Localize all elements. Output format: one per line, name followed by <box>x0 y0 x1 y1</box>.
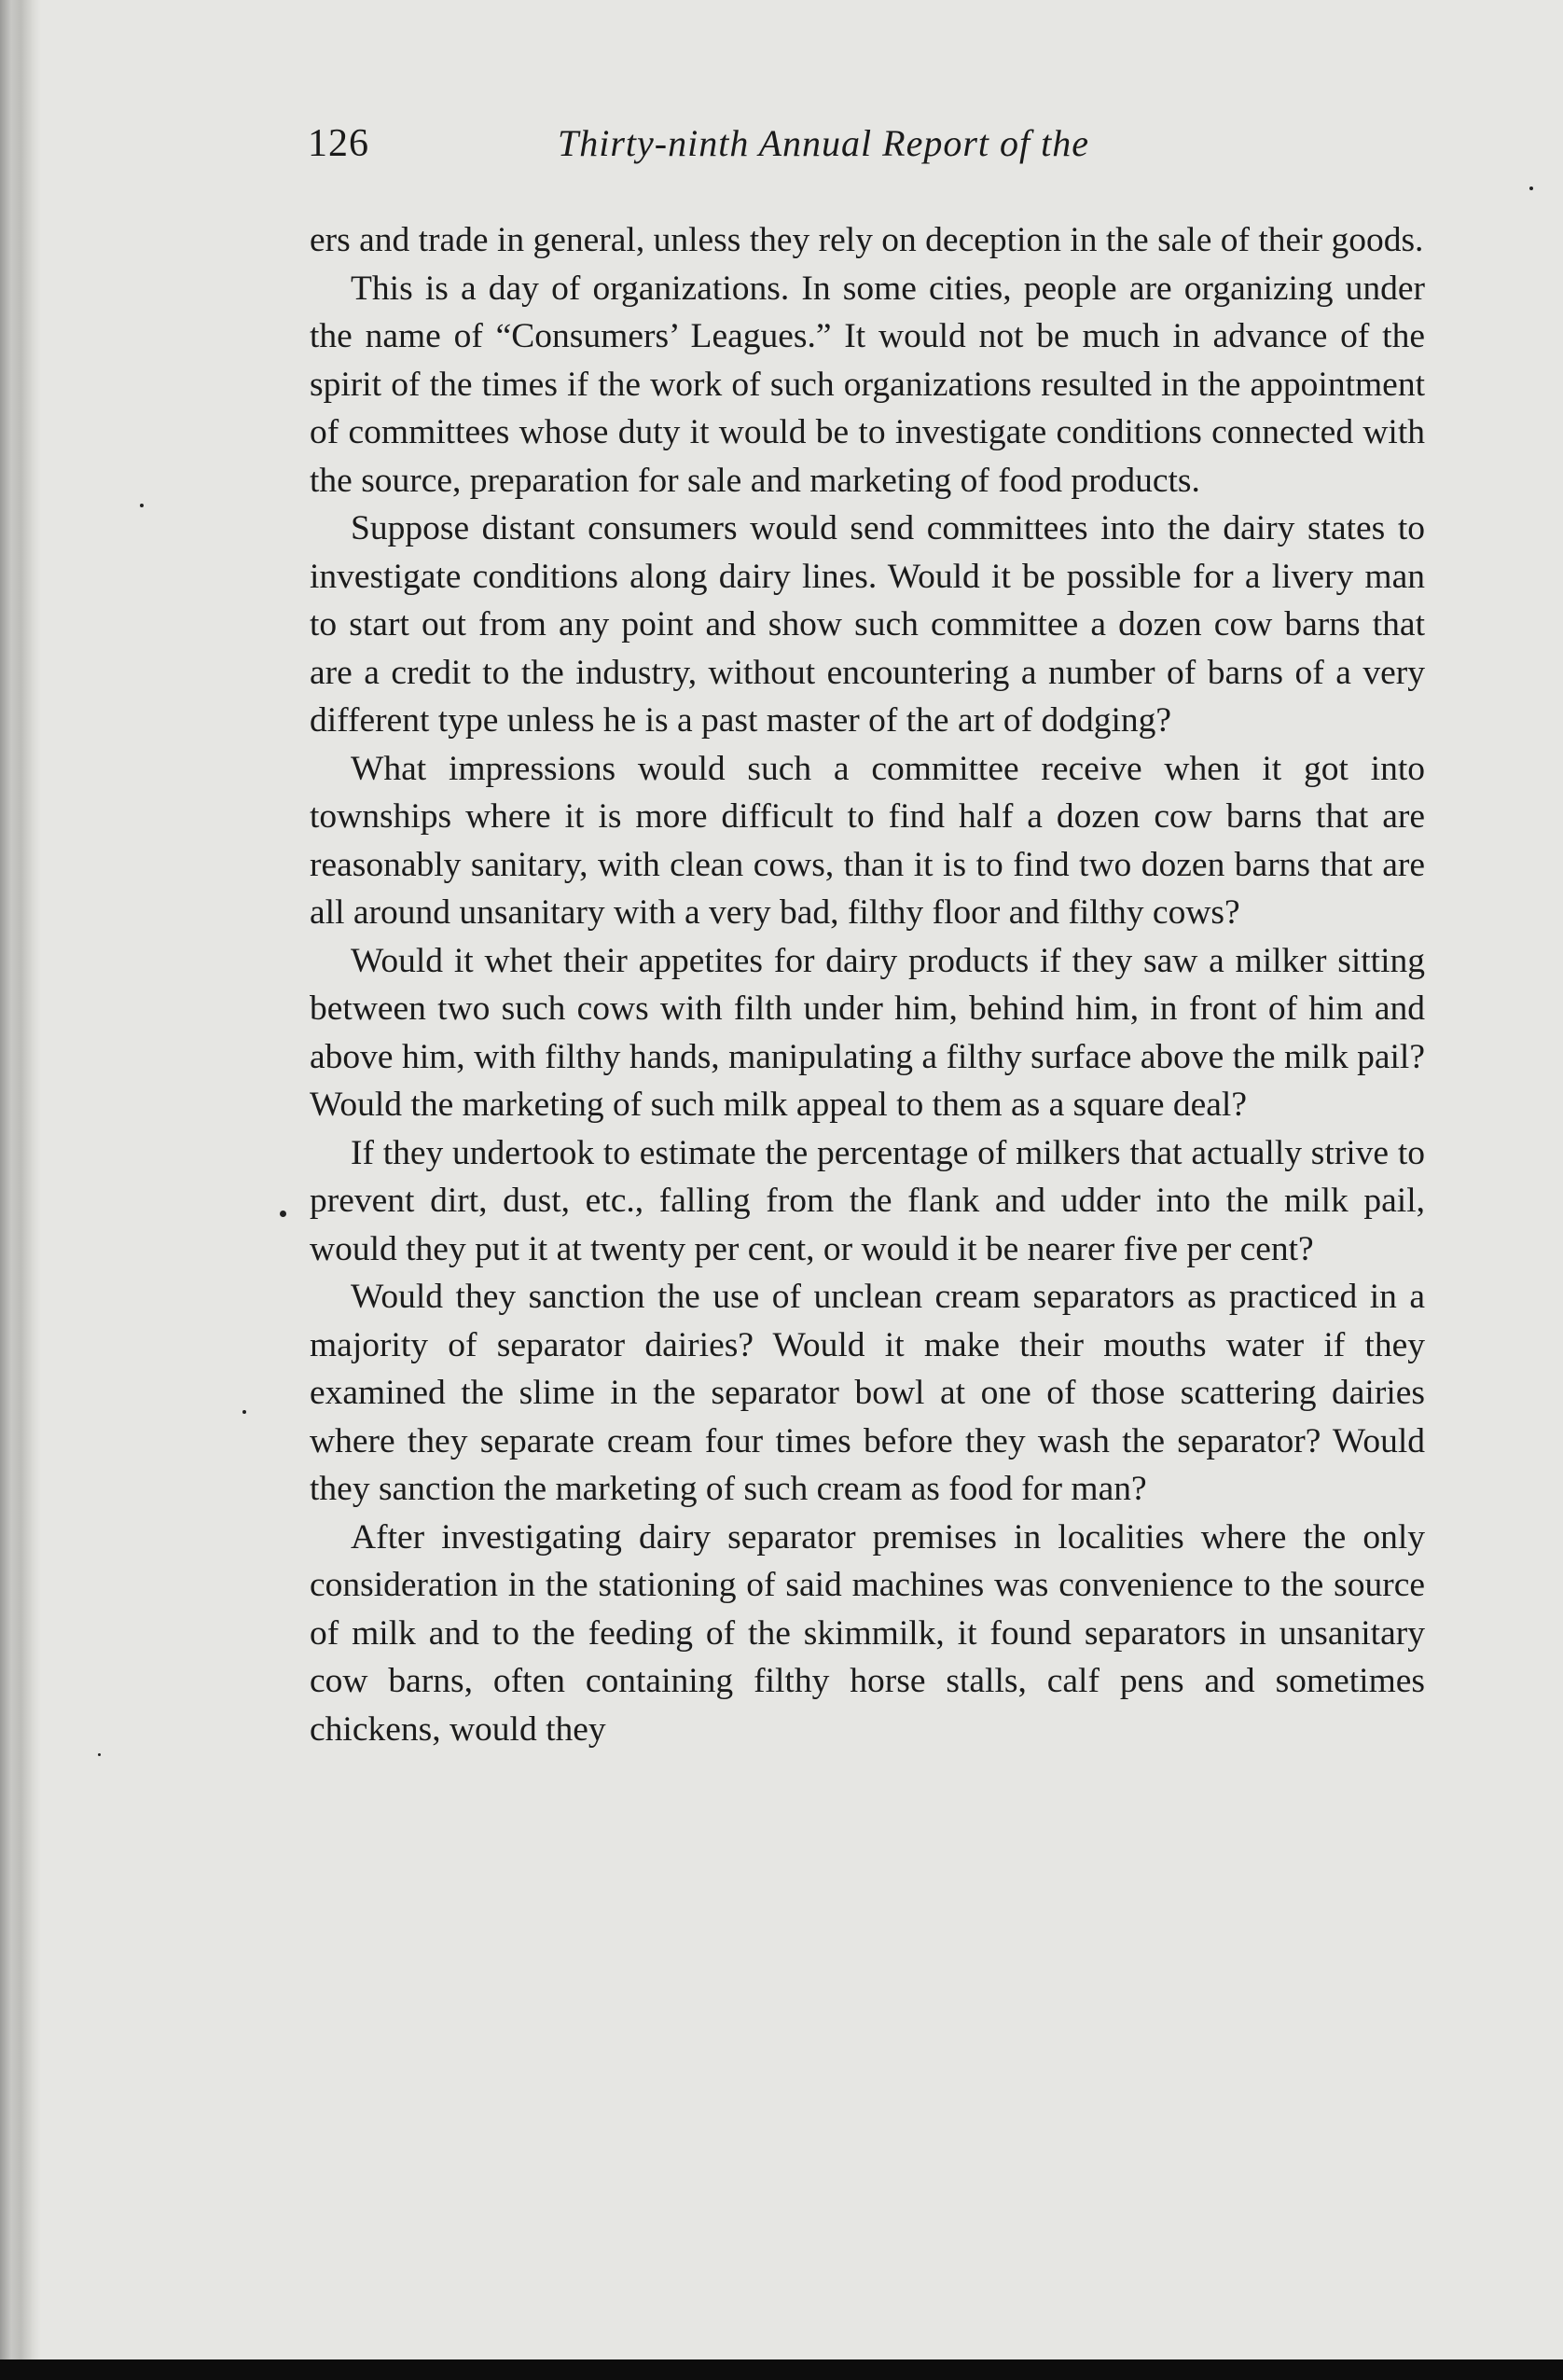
paragraph: What impressions would such a committee receive when it got into townships where it is more difficult to find half a dozen cow barns that are reasonably sanitary, with clean cows, than it is to find two dozen barns that are all around unsanitary with a very bad, filthy floor and filthy cows? <box>310 749 1425 932</box>
paragraph: This is a day of organizations. In some cities, people are organizing under the name of “Consumers’ Leagues.” It would not be much in advance of the spirit of the times if the work of such organizations resulted in the appointment of committees whose duty it would be to investigate conditions connected with the source, preparation for sale and marketing of food products. <box>310 269 1425 500</box>
paragraph: Would they sanction the use of unclean cream separators as practiced in a majority of separator dairies? Would it make their mouths water if they examined the slime in the separator bowl at one of those scattering dairies where they separate cream four times before they wash the separator? Would they sanction the marketing of such cream as food for man? <box>310 1278 1425 1508</box>
print-speck <box>1529 187 1533 190</box>
paragraph: Suppose distant consumers would send committees into the dairy states to investigate conditions along dairy lines. Would it be possible for a livery man to start out from any point and show such committee a dozen cow barns that are a credit to the industry, without encountering a number of barns of a very different type unless he is a past master of the art of dodging? <box>310 509 1425 740</box>
paragraph: Would it whet their appetites for dairy products if they saw a milker sitting between two such cows with filth under him, behind him, in front of him and above him, with filthy hands, manipulating a filthy surface above the milk pail? Would the marketing of such milk appeal to them as a square deal? <box>310 941 1425 1124</box>
print-speck <box>280 1211 286 1217</box>
paragraph: After investigating dairy separator premises in localities where the only consideration in the stationing of said machines was convenience to the source of milk and to the feeding of the skimmilk, it found separators in unsanitary cow barns, often containing filthy horse stalls, calf pens and sometimes chickens, would they <box>310 1517 1425 1749</box>
paragraph: ers and trade in general, unless they rely on deception in the sale of their goods. <box>310 221 1424 259</box>
print-speck <box>242 1410 246 1414</box>
print-speck <box>140 504 144 507</box>
running-title: Thirty-ninth Annual Report of the <box>558 122 1090 164</box>
page-number: 126 <box>308 122 369 165</box>
page-header <box>308 121 1436 177</box>
print-speck <box>98 1753 101 1756</box>
scan-border <box>0 2359 1563 2380</box>
binding-edge <box>0 0 41 2359</box>
paragraph: If they undertook to estimate the percentage of milkers that actually strive to prevent dirt, dust, etc., falling from the flank and udder into the milk pail, would they put it at twenty per cent, or would it be nearer five per cent? <box>310 1133 1425 1268</box>
body-text <box>310 216 1425 1753</box>
